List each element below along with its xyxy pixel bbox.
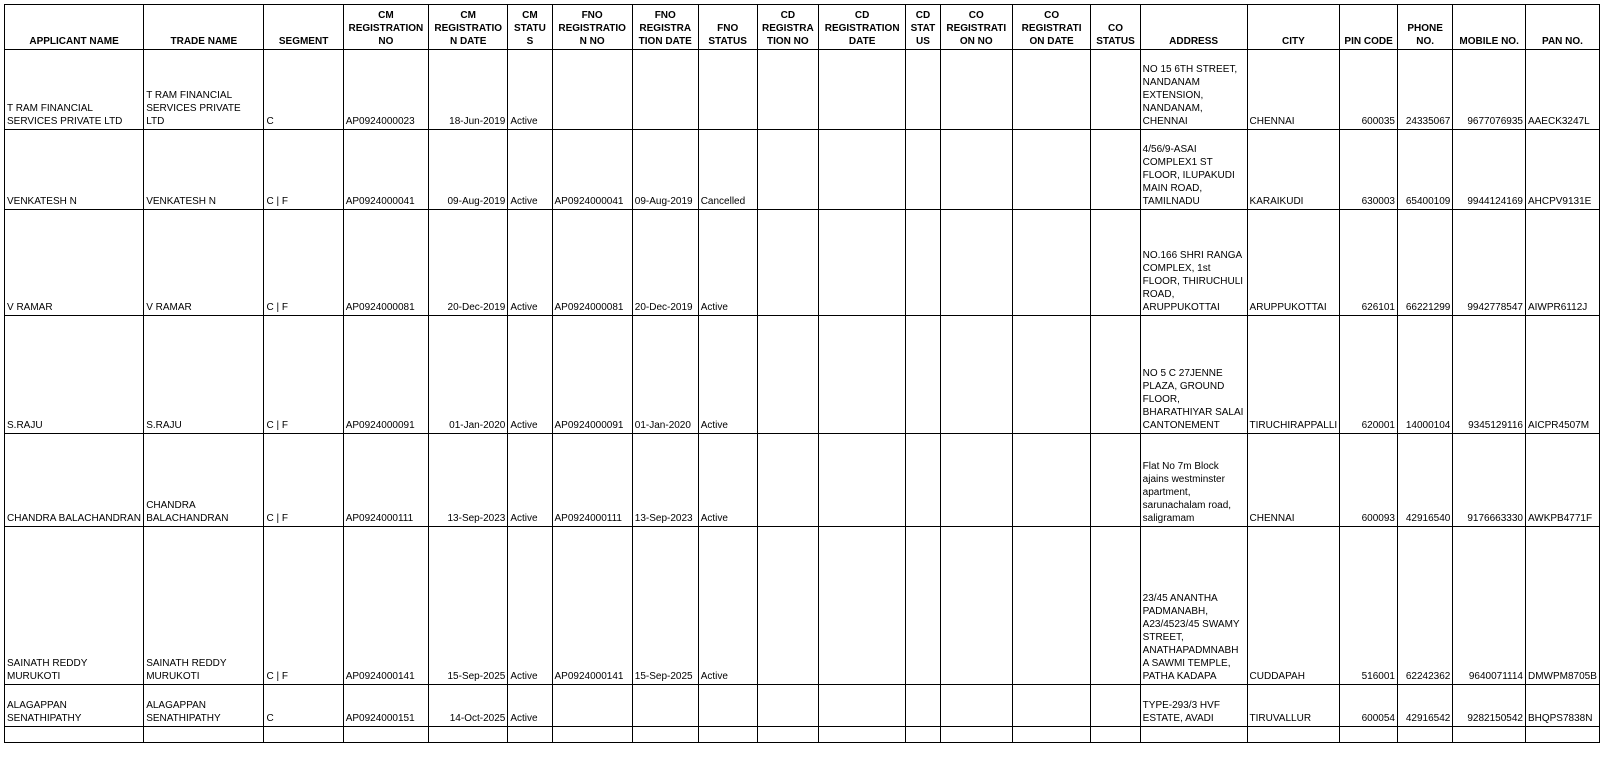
- cell-phone-no: 42916542: [1397, 685, 1452, 727]
- cell-cd-registration-date: [819, 210, 906, 316]
- cell-trade-name: T RAM FINANCIAL SERVICES PRIVATE LTD: [144, 50, 264, 130]
- cell-pan-no: AAECK3247L: [1525, 50, 1599, 130]
- cell-mobile-no: 9944124169: [1453, 130, 1526, 210]
- header-cm-registration-no: CM REGISTRATION NO: [343, 5, 428, 50]
- cell-fno-registration-no: [552, 50, 632, 130]
- cell-pin-code: 600093: [1340, 434, 1398, 527]
- cell-pin-code: 600035: [1340, 50, 1398, 130]
- cell-city: KARAIKUDI: [1247, 130, 1340, 210]
- cell-trade-name: S.RAJU: [144, 316, 264, 434]
- cell-cm-status: Active: [508, 527, 552, 685]
- table-row: [5, 434, 1600, 527]
- cell-cm-registration-date: 09-Aug-2019: [429, 130, 508, 210]
- header-co-registration-no: CO REGISTRATI ON NO: [940, 5, 1012, 50]
- cell-pin-code: 600054: [1340, 685, 1398, 727]
- table-body: [5, 50, 1600, 743]
- header-fno-status: FNO STATUS: [698, 5, 757, 50]
- cell-segment: C: [264, 50, 343, 130]
- cell-fno-status: Cancelled: [698, 130, 757, 210]
- empty-cell: [343, 727, 428, 743]
- cell-pan-no: AIWPR6112J: [1525, 210, 1599, 316]
- empty-cell: [264, 727, 343, 743]
- cell-trade-name: VENKATESH N: [144, 130, 264, 210]
- cell-phone-no: 62242362: [1397, 527, 1452, 685]
- cell-pan-no: AHCPV9131E: [1525, 130, 1599, 210]
- empty-cell: [1453, 727, 1526, 743]
- cell-cm-registration-date: 18-Jun-2019: [429, 50, 508, 130]
- cell-cm-registration-no: AP0924000081: [343, 210, 428, 316]
- cell-pin-code: 630003: [1340, 130, 1398, 210]
- header-city: CITY: [1247, 5, 1340, 50]
- cell-applicant-name: T RAM FINANCIAL SERVICES PRIVATE LTD: [5, 50, 144, 130]
- cell-applicant-name: V RAMAR: [5, 210, 144, 316]
- cell-city: ARUPPUKOTTAI: [1247, 210, 1340, 316]
- empty-cell: [906, 727, 940, 743]
- cell-fno-status: Active: [698, 527, 757, 685]
- cell-phone-no: 65400109: [1397, 130, 1452, 210]
- cell-co-registration-date: [1012, 685, 1090, 727]
- cell-cd-registration-date: [819, 316, 906, 434]
- cell-cm-status: Active: [508, 130, 552, 210]
- cell-applicant-name: S.RAJU: [5, 316, 144, 434]
- table-row: [5, 316, 1600, 434]
- empty-cell: [1012, 727, 1090, 743]
- cell-cd-registration-no: [757, 50, 818, 130]
- cell-fno-registration-no: AP0924000111: [552, 434, 632, 527]
- cell-segment: C | F: [264, 210, 343, 316]
- cell-city: TIRUVALLUR: [1247, 685, 1340, 727]
- cell-co-status: [1091, 527, 1140, 685]
- cell-co-registration-date: [1012, 316, 1090, 434]
- empty-cell: [940, 727, 1012, 743]
- cell-phone-no: 66221299: [1397, 210, 1452, 316]
- cell-cd-registration-no: [757, 527, 818, 685]
- cell-cd-registration-date: [819, 527, 906, 685]
- cell-pin-code: 620001: [1340, 316, 1398, 434]
- cell-trade-name: SAINATH REDDY MURUKOTI: [144, 527, 264, 685]
- cell-cd-status: [906, 130, 940, 210]
- cell-segment: C | F: [264, 316, 343, 434]
- cell-co-registration-no: [940, 130, 1012, 210]
- cell-mobile-no: 9640071114: [1453, 527, 1526, 685]
- table-row: [5, 50, 1600, 130]
- cell-fno-registration-date: [632, 50, 698, 130]
- cell-fno-registration-no: AP0924000141: [552, 527, 632, 685]
- header-phone-no: PHONE NO.: [1397, 5, 1452, 50]
- cell-fno-status: Active: [698, 434, 757, 527]
- table-row: [5, 130, 1600, 210]
- header-row: [5, 5, 1600, 50]
- cell-fno-registration-date: [632, 685, 698, 727]
- cell-co-registration-date: [1012, 130, 1090, 210]
- cell-mobile-no: 9942778547: [1453, 210, 1526, 316]
- cell-city: CHENNAI: [1247, 50, 1340, 130]
- cell-fno-status: [698, 685, 757, 727]
- cell-cd-registration-date: [819, 685, 906, 727]
- cell-fno-registration-date: 09-Aug-2019: [632, 130, 698, 210]
- cell-address: Flat No 7m Block ajains westminster apartment, sarunachalam road, saligramam: [1140, 434, 1247, 527]
- empty-cell: [1247, 727, 1340, 743]
- cell-city: CUDDAPAH: [1247, 527, 1340, 685]
- empty-cell: [819, 727, 906, 743]
- cell-cm-status: Active: [508, 434, 552, 527]
- cell-fno-registration-no: [552, 685, 632, 727]
- cell-cd-status: [906, 434, 940, 527]
- empty-cell: [1091, 727, 1140, 743]
- cell-city: CHENNAI: [1247, 434, 1340, 527]
- cell-cm-registration-date: 14-Oct-2025: [429, 685, 508, 727]
- cell-trade-name: ALAGAPPAN SENATHIPATHY: [144, 685, 264, 727]
- cell-cd-registration-no: [757, 434, 818, 527]
- empty-cell: [552, 727, 632, 743]
- cell-fno-status: Active: [698, 210, 757, 316]
- cell-segment: C | F: [264, 434, 343, 527]
- registration-table: [4, 4, 1600, 743]
- cell-cd-registration-date: [819, 50, 906, 130]
- cell-address: TYPE-293/3 HVF ESTATE, AVADI: [1140, 685, 1247, 727]
- cell-fno-registration-date: 20-Dec-2019: [632, 210, 698, 316]
- cell-cd-registration-date: [819, 130, 906, 210]
- cell-cm-registration-no: AP0924000091: [343, 316, 428, 434]
- cell-cm-registration-no: AP0924000141: [343, 527, 428, 685]
- header-pan-no: PAN NO.: [1525, 5, 1599, 50]
- cell-co-status: [1091, 685, 1140, 727]
- header-cm-registration-date: CM REGISTRATIO N DATE: [429, 5, 508, 50]
- cell-co-registration-date: [1012, 50, 1090, 130]
- cell-cm-registration-no: AP0924000111: [343, 434, 428, 527]
- cell-cm-status: Active: [508, 50, 552, 130]
- cell-co-registration-no: [940, 527, 1012, 685]
- cell-co-registration-no: [940, 50, 1012, 130]
- empty-cell: [144, 727, 264, 743]
- cell-address: 23/45 ANANTHA PADMANABH, A23/4523/45 SWAMY STREET, ANATHAPADMNABHA SAWMI TEMPLE, PATHA KADAPA: [1140, 527, 1247, 685]
- cell-mobile-no: 9282150542: [1453, 685, 1526, 727]
- table-row: [5, 685, 1600, 727]
- header-co-registration-date: CO REGISTRATI ON DATE: [1012, 5, 1090, 50]
- header-trade-name: TRADE NAME: [144, 5, 264, 50]
- cell-cd-registration-no: [757, 210, 818, 316]
- empty-cell: [508, 727, 552, 743]
- header-mobile-no: MOBILE NO.: [1453, 5, 1526, 50]
- cell-cm-registration-no: AP0924000023: [343, 50, 428, 130]
- cell-cd-status: [906, 50, 940, 130]
- empty-cell: [1397, 727, 1452, 743]
- cell-cd-registration-no: [757, 685, 818, 727]
- empty-cell: [1525, 727, 1599, 743]
- cell-cd-status: [906, 316, 940, 434]
- cell-fno-registration-date: 15-Sep-2025: [632, 527, 698, 685]
- empty-cell: [632, 727, 698, 743]
- cell-applicant-name: VENKATESH N: [5, 130, 144, 210]
- table-row: [5, 210, 1600, 316]
- cell-cd-registration-no: [757, 130, 818, 210]
- cell-address: NO 15 6TH STREET, NANDANAM EXTENSION, NANDANAM, CHENNAI: [1140, 50, 1247, 130]
- cell-cd-status: [906, 527, 940, 685]
- cell-fno-registration-date: 01-Jan-2020: [632, 316, 698, 434]
- cell-co-registration-no: [940, 434, 1012, 527]
- cell-phone-no: 24335067: [1397, 50, 1452, 130]
- table-row: [5, 527, 1600, 685]
- cell-cd-status: [906, 685, 940, 727]
- cell-cm-registration-no: AP0924000041: [343, 130, 428, 210]
- cell-cd-registration-date: [819, 434, 906, 527]
- cell-phone-no: 14000104: [1397, 316, 1452, 434]
- header-cd-status: CD STAT US: [906, 5, 940, 50]
- empty-row: [5, 727, 1600, 743]
- cell-co-registration-no: [940, 316, 1012, 434]
- header-fno-registration-date: FNO REGISTRA TION DATE: [632, 5, 698, 50]
- cell-address: NO 5 C 27JENNE PLAZA, GROUND FLOOR, BHARATHIYAR SALAI CANTONEMENT: [1140, 316, 1247, 434]
- cell-cm-registration-date: 20-Dec-2019: [429, 210, 508, 316]
- registration-sheet: [4, 4, 1600, 743]
- header-applicant-name: APPLICANT NAME: [5, 5, 144, 50]
- empty-cell: [757, 727, 818, 743]
- cell-co-registration-no: [940, 210, 1012, 316]
- empty-cell: [1340, 727, 1398, 743]
- cell-co-registration-date: [1012, 434, 1090, 527]
- header-cm-status: CM STATU S: [508, 5, 552, 50]
- cell-pan-no: AICPR4507M: [1525, 316, 1599, 434]
- empty-cell: [698, 727, 757, 743]
- cell-co-status: [1091, 316, 1140, 434]
- header-pin-code: PIN CODE: [1340, 5, 1398, 50]
- cell-pan-no: AWKPB4771F: [1525, 434, 1599, 527]
- cell-mobile-no: 9677076935: [1453, 50, 1526, 130]
- cell-trade-name: CHANDRA BALACHANDRAN: [144, 434, 264, 527]
- empty-cell: [1140, 727, 1247, 743]
- header-address: ADDRESS: [1140, 5, 1247, 50]
- cell-fno-registration-no: AP0924000081: [552, 210, 632, 316]
- cell-cm-status: Active: [508, 316, 552, 434]
- header-segment: SEGMENT: [264, 5, 343, 50]
- cell-co-registration-no: [940, 685, 1012, 727]
- header-fno-registration-no: FNO REGISTRATIO N NO: [552, 5, 632, 50]
- cell-co-registration-date: [1012, 210, 1090, 316]
- cell-fno-status: Active: [698, 316, 757, 434]
- cell-fno-registration-no: AP0924000091: [552, 316, 632, 434]
- cell-applicant-name: SAINATH REDDY MURUKOTI: [5, 527, 144, 685]
- cell-fno-registration-date: 13-Sep-2023: [632, 434, 698, 527]
- cell-applicant-name: CHANDRA BALACHANDRAN: [5, 434, 144, 527]
- cell-cm-registration-no: AP0924000151: [343, 685, 428, 727]
- empty-cell: [429, 727, 508, 743]
- cell-co-status: [1091, 434, 1140, 527]
- cell-co-status: [1091, 130, 1140, 210]
- cell-fno-status: [698, 50, 757, 130]
- cell-address: 4/56/9-ASAI COMPLEX1 ST FLOOR, ILUPAKUDI MAIN ROAD, TAMILNADU: [1140, 130, 1247, 210]
- cell-pan-no: DMWPM8705B: [1525, 527, 1599, 685]
- cell-address: NO.166 SHRI RANGA COMPLEX, 1st FLOOR, THIRUCHULI ROAD, ARUPPUKOTTAI: [1140, 210, 1247, 316]
- cell-co-status: [1091, 50, 1140, 130]
- header-co-status: CO STATUS: [1091, 5, 1140, 50]
- cell-cd-registration-no: [757, 316, 818, 434]
- cell-pan-no: BHQPS7838N: [1525, 685, 1599, 727]
- cell-city: TIRUCHIRAPPALLI: [1247, 316, 1340, 434]
- cell-cm-registration-date: 13-Sep-2023: [429, 434, 508, 527]
- cell-cm-status: Active: [508, 685, 552, 727]
- cell-cm-status: Active: [508, 210, 552, 316]
- cell-cm-registration-date: 01-Jan-2020: [429, 316, 508, 434]
- cell-co-status: [1091, 210, 1140, 316]
- cell-cm-registration-date: 15-Sep-2025: [429, 527, 508, 685]
- cell-mobile-no: 9176663330: [1453, 434, 1526, 527]
- cell-cd-status: [906, 210, 940, 316]
- header-cd-registration-no: CD REGISTRA TION NO: [757, 5, 818, 50]
- cell-phone-no: 42916540: [1397, 434, 1452, 527]
- cell-applicant-name: ALAGAPPAN SENATHIPATHY: [5, 685, 144, 727]
- cell-segment: C | F: [264, 527, 343, 685]
- cell-segment: C: [264, 685, 343, 727]
- empty-cell: [5, 727, 144, 743]
- cell-segment: C | F: [264, 130, 343, 210]
- header-cd-registration-date: CD REGISTRATION DATE: [819, 5, 906, 50]
- cell-pin-code: 516001: [1340, 527, 1398, 685]
- cell-mobile-no: 9345129116: [1453, 316, 1526, 434]
- cell-fno-registration-no: AP0924000041: [552, 130, 632, 210]
- cell-trade-name: V RAMAR: [144, 210, 264, 316]
- cell-pin-code: 626101: [1340, 210, 1398, 316]
- cell-co-registration-date: [1012, 527, 1090, 685]
